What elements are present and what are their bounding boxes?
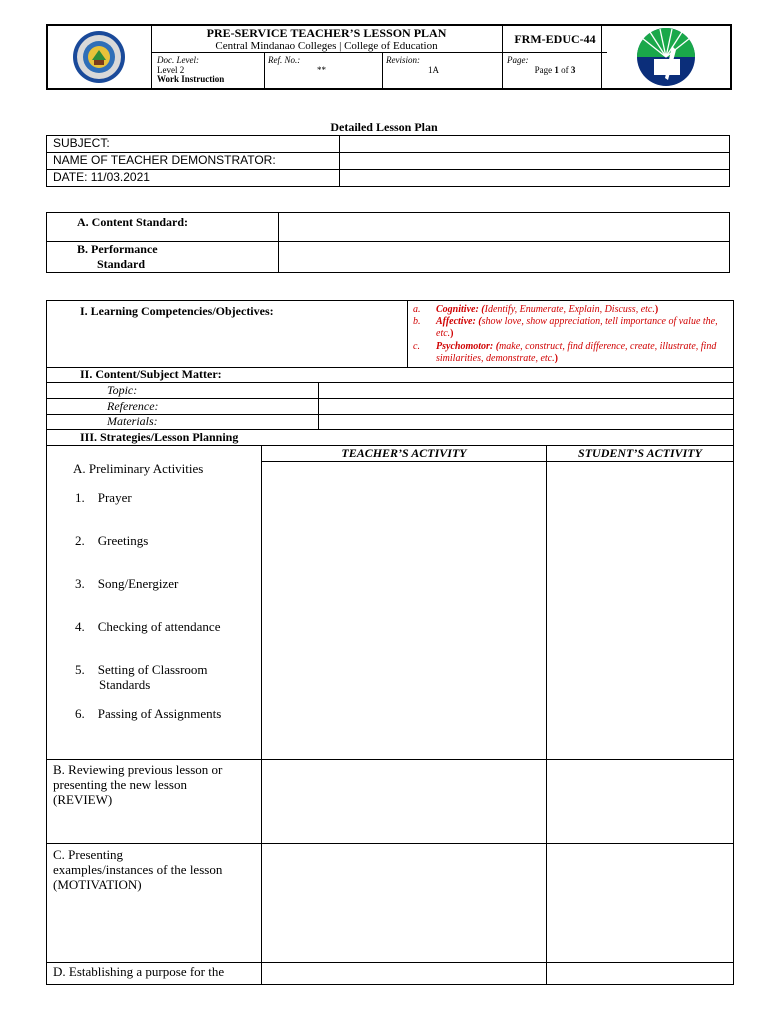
grid-line-h3	[47, 962, 733, 963]
topic-label: Topic:	[47, 383, 319, 398]
education-logo	[601, 26, 730, 88]
preliminary-heading: A. Preliminary Activities	[73, 461, 204, 476]
competencies-list	[408, 301, 734, 368]
doc-level-label: Doc. Level:	[157, 55, 199, 65]
college-seal-logo	[48, 26, 152, 88]
subject-value[interactable]	[340, 136, 730, 153]
item-attendance: 4. Checking of attendance	[75, 619, 221, 634]
college-name: Central Mindanao Colleges | College of Education	[215, 40, 438, 52]
page-label: Page:	[507, 55, 529, 65]
page-prefix: Page	[534, 65, 555, 75]
item-song: 3. Song/Energizer	[75, 576, 179, 591]
affective-close: )	[450, 328, 454, 339]
psychomotor-item	[436, 341, 726, 365]
form-title: PRE-SERVICE TEACHER’S LESSON PLAN	[206, 26, 447, 40]
content-matter-heading: II. Content/Subject Matter:	[80, 367, 222, 381]
doc-level-type: Work Instruction	[157, 74, 225, 84]
affective-text: show love, show appreciation, tell importance of value the, etc.	[436, 316, 718, 339]
strategies-heading: III. Strategies/Lesson Planning	[80, 430, 239, 444]
item-standards: 5. Setting of Classroom	[75, 662, 208, 677]
review-line1: B. Reviewing previous lesson or	[53, 762, 223, 777]
psychomotor-letter: c.	[413, 341, 420, 352]
psychomotor-text: make, construct, find difference, create, illustrate, find similarities, demonstrate, etc.	[436, 341, 717, 364]
affective-letter: b.	[413, 316, 421, 327]
item-prayer: 1. Prayer	[75, 490, 132, 505]
form-code-block	[502, 26, 607, 88]
performance-standard-value[interactable]	[279, 242, 730, 273]
materials-label: Materials:	[47, 415, 319, 429]
page-of: of	[558, 65, 571, 75]
content-standard-value[interactable]	[279, 213, 730, 242]
teacher-activity-header: TEACHER’S ACTIVITY	[261, 446, 547, 461]
cognitive-label: Cognitive: (	[436, 304, 485, 315]
performance-standard-label	[47, 242, 279, 273]
grid-line-v2	[546, 460, 547, 985]
grid-line-h0	[47, 445, 733, 446]
student-activity-header: STUDENT’S ACTIVITY	[578, 446, 702, 460]
review-line3: (REVIEW)	[53, 792, 113, 807]
form-header	[46, 24, 732, 90]
performance-standard-line1: B. Performance	[77, 242, 158, 256]
date-label: DATE: 11/03.2021	[47, 170, 340, 187]
subject-label: SUBJECT:	[47, 136, 340, 153]
motivation-line1: C. Presenting	[53, 847, 124, 862]
motivation-cell	[53, 847, 222, 892]
affective-label: Affective: (	[436, 316, 482, 327]
ref-label: Ref. No.:	[268, 55, 301, 65]
page-number	[503, 65, 607, 75]
item-assignments: 6. Passing of Assignments	[75, 706, 222, 721]
grid-line-h2	[47, 843, 733, 844]
document-title: Detailed Lesson Plan	[330, 120, 438, 134]
standards-table	[46, 212, 730, 273]
motivation-line3: (MOTIVATION)	[53, 877, 142, 892]
revision-label: Revision:	[386, 55, 420, 65]
revision-value: 1A	[428, 65, 439, 75]
affective-item	[436, 316, 734, 340]
grid-line-v1	[261, 460, 262, 985]
item-greetings: 2. Greetings	[75, 533, 149, 548]
teacher-value[interactable]	[340, 153, 730, 170]
form-code: FRM-EDUC-44	[503, 26, 607, 53]
performance-standard-line2: Standard	[97, 257, 146, 271]
item-standards-cont: Standards	[99, 677, 151, 692]
grid-line-h1	[47, 759, 733, 760]
header-title-block	[151, 26, 502, 88]
page-total: 3	[570, 65, 576, 75]
cognitive-item	[436, 304, 726, 316]
psychomotor-label: Psychomotor: (	[436, 341, 500, 352]
purpose-cell: D. Establishing a purpose for the	[53, 964, 225, 979]
ref-value: **	[317, 65, 326, 75]
cognitive-close: )	[654, 304, 659, 315]
content-standard-label: A. Content Standard:	[47, 213, 279, 242]
cognitive-text: Identify, Enumerate, Explain, Discuss, etc.	[484, 304, 655, 315]
reference-label: Reference:	[47, 399, 319, 414]
info-table	[46, 135, 730, 187]
page-current: 1	[554, 65, 559, 75]
cognitive-letter: a.	[413, 304, 421, 315]
review-line2: presenting the new lesson	[53, 777, 187, 792]
doc-level-value: Level 2	[157, 65, 185, 75]
date-value[interactable]	[340, 170, 730, 187]
psychomotor-close: )	[554, 353, 558, 364]
lesson-plan-table	[46, 300, 734, 985]
review-cell	[53, 762, 222, 807]
competencies-heading: I. Learning Competencies/Objectives:	[80, 304, 274, 318]
teacher-label: NAME OF TEACHER DEMONSTRATOR:	[47, 153, 340, 170]
motivation-line2: examples/instances of the lesson	[53, 862, 223, 877]
